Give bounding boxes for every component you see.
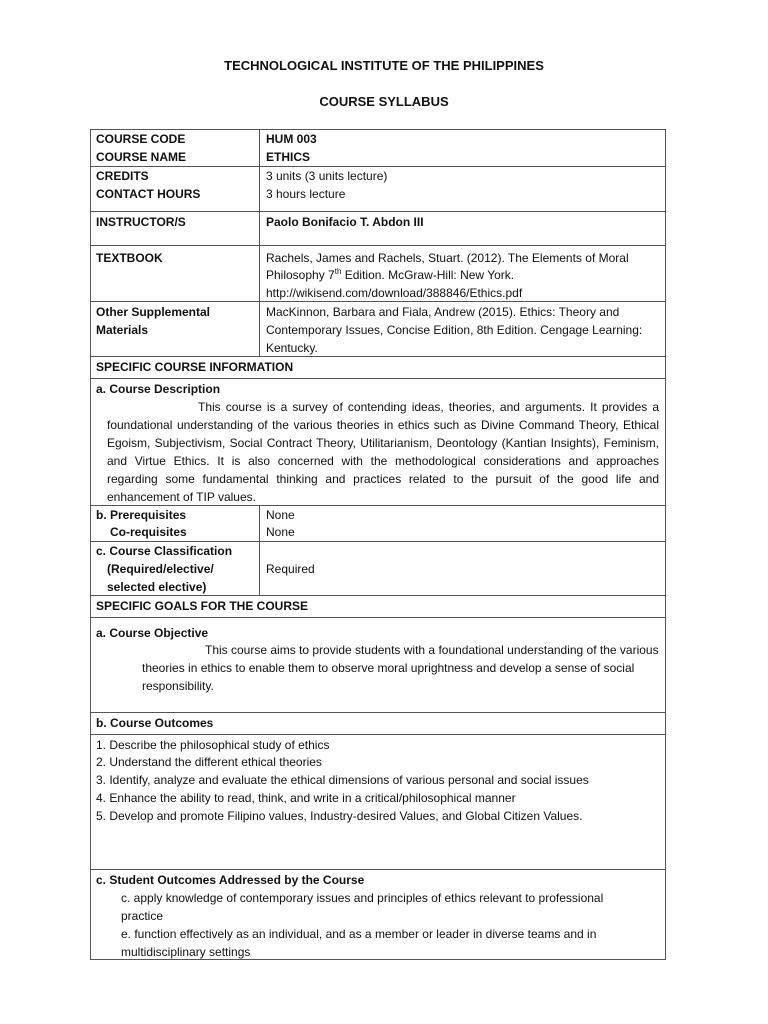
student-outcomes-label: c. Student Outcomes Addressed by the Course	[96, 873, 365, 887]
description-label: a. Course Description	[96, 382, 221, 396]
prerequisites-value: None	[266, 508, 295, 522]
outcome-item: 2. Understand the different ethical theories	[96, 755, 322, 769]
outcome-item: 5. Develop and promote Filipino values, Industry-desired Values, and Global Citizen Values.	[96, 809, 583, 823]
student-outcome-e-line2: multidisciplinary settings	[121, 945, 251, 959]
supplemental-line3: Kentucky.	[266, 341, 318, 355]
credits-label: CREDITS	[96, 169, 149, 183]
prerequisites-label: b. Prerequisites	[96, 508, 187, 522]
institution-title: TECHNOLOGICAL INSTITUTE OF THE PHILIPPINES	[224, 58, 544, 73]
description-text: This course is a survey of contending ideas, theories, and arguments. It provides a foundational understanding of the various theories in ethics such as Divine Command Theory, Ethical Egoism, Subjectivism, Social Contract Theory, Utilitarianism, Deontology (Kantian Insights), Feminism, and Virtue Ethics. It is also concerned with the methodological considerations and approaches regarding some fundamental thinking and practices related to the pursuit of the good life and enhancement of TIP values.	[107, 400, 659, 504]
objective-line2: theories in ethics to enable them to observe moral uprightness and develop a sense of social	[142, 661, 635, 675]
supplemental-line2: Contemporary Issues, Concise Edition, 8th Edition. Cengage Learning:	[266, 323, 643, 337]
document-title: COURSE SYLLABUS	[319, 94, 449, 109]
outcome-item: 1. Describe the philosophical study of ethics	[96, 738, 330, 752]
supplemental-label-line1: Other Supplemental	[96, 305, 211, 319]
outcome-item: 3. Identify, analyze and evaluate the ethical dimensions of various personal and social issues	[96, 773, 589, 787]
goals-heading: SPECIFIC GOALS FOR THE COURSE	[96, 599, 309, 613]
student-outcome-c-line2: practice	[121, 909, 164, 923]
course-code-label: COURSE CODE	[96, 132, 186, 146]
supplemental-line1: MacKinnon, Barbara and Fiala, Andrew (2015). Ethics: Theory and	[266, 305, 620, 319]
instructor-label: INSTRUCTOR/S	[96, 215, 186, 229]
credits-value: 3 units (3 units lecture)	[266, 169, 388, 183]
objective-line1: This course aims to provide students with a foundational understanding of the various	[205, 643, 659, 657]
student-outcome-e-line1: e. function effectively as an individual, and as a member or leader in diverse teams and in	[121, 927, 597, 941]
objective-label: a. Course Objective	[96, 626, 209, 640]
corequisites-value: None	[266, 525, 295, 539]
classification-label-line1: c. Course Classification	[96, 544, 233, 558]
textbook-label: TEXTBOOK	[96, 251, 163, 265]
classification-value: Required	[266, 562, 315, 576]
course-code-value: HUM 003	[266, 132, 317, 146]
outcomes-label: b. Course Outcomes	[96, 716, 214, 730]
textbook-line2: Philosophy 7th Edition. McGraw-Hill: New York.	[266, 267, 515, 282]
student-outcome-c-line1: c. apply knowledge of contemporary issues and principles of ethics relevant to professional	[121, 891, 604, 905]
specific-info-heading: SPECIFIC COURSE INFORMATION	[96, 360, 294, 374]
objective-line3: responsibility.	[142, 679, 214, 693]
contact-hours-label: CONTACT HOURS	[96, 187, 201, 201]
course-name-value: ETHICS	[266, 150, 311, 164]
contact-hours-value: 3 hours lecture	[266, 187, 346, 201]
corequisites-label: Co-requisites	[110, 525, 187, 539]
supplemental-label-line2: Materials	[96, 323, 149, 337]
textbook-link[interactable]: http://wikisend.com/download/388846/Ethics.pdf	[266, 286, 523, 300]
course-name-label: COURSE NAME	[96, 150, 187, 164]
instructor-value: Paolo Bonifacio T. Abdon III	[266, 215, 424, 229]
textbook-line1: Rachels, James and Rachels, Stuart. (2012). The Elements of Moral	[266, 251, 629, 265]
outcome-item: 4. Enhance the ability to read, think, and write in a critical/philosophical manner	[96, 791, 516, 805]
classification-label-line2: (Required/elective/	[107, 562, 214, 576]
classification-label-line3: selected elective)	[107, 580, 207, 594]
